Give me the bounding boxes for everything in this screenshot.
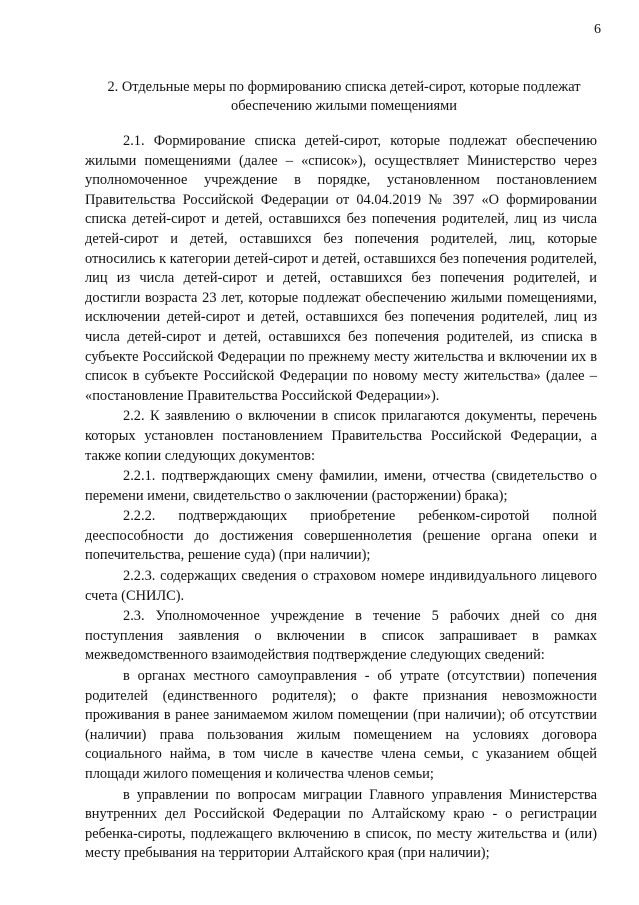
paragraph-2-3: 2.3. Уполномоченное учреждение в течение 5 рабочих дней со дня поступления заявления о включении в список запрашивает в рамках межведомственного взаимодействия подтверждение следующих сведений: — [85, 608, 597, 664]
document-body — [85, 132, 597, 864]
section-heading-line-2: обеспечению жилыми помещениями — [231, 98, 457, 114]
paragraph-migration-office: в управлении по вопросам миграции Главного управления Министерства внутренних дел Российской Федерации по Алтайскому краю - о регистрации ребенка-сироты, подлежащего включению в список, по месту жительства и (или) месту пребывания на территории Алтайского края (при наличии); — [85, 786, 597, 862]
paragraph-2-1: 2.1. Формирование списка детей-сирот, которые подлежат обеспечению жилыми помещениями (далее – «список»), осуществляет Министерство через уполномоченное учреждение в порядке, установленном постановлением Правительства Российской Федерации от 04.04.2019 № 397 «О формировании списка детей-сирот и детей, оставшихся без попечения родителей, лиц из числа детей-сирот и детей, оставшихся без попечения родителей, лиц, которые относились к категории детей-сирот и детей, оставшихся без попечения родителей, лиц из числа детей-сирот и детей, оставшихся без попечения родителей, и достигли возраста 23 лет, которые подлежат обеспечению жилыми помещениями, исключении детей-сирот и детей, оставшихся без попечения родителей, лиц из числа детей-сирот и детей, оставшихся без попечения родителей, из списка в субъекте Российской Федерации по прежнему месту жительства и включении их в список в субъекте Российской Федерации по новому месту жительства» (далее – «постановление Правительства Российской Федерации»). — [85, 133, 597, 404]
paragraph-2-2-1: 2.2.1. подтверждающих смену фамилии, имени, отчества (свидетельство о перемени имени, свидетельство о заключении (расторжении) брака); — [85, 468, 597, 504]
paragraph-2-2-2: 2.2.2. подтверждающих приобретение ребенком-сиротой полной дееспособности до достижения совершеннолетия (решение органа опеки и попечительства, решение суда) (при наличии); — [85, 508, 597, 564]
page-number: 6 — [594, 22, 601, 37]
section-heading-line-1: 2. Отдельные меры по формированию списка детей-сирот, которые подлежат — [107, 79, 581, 95]
section-heading — [84, 78, 604, 116]
paragraph-local-authorities: в органах местного самоуправления - об утрате (отсутствии) попечения родителей (единственного родителя); о факте признания невозможности проживания в ранее занимаемом жилом помещении (при наличии); об отсутствии (наличии) права пользования жилым помещением на условиях договора социального найма, в том числе в качестве члена семьи, с указанием общей площади жилого помещения и количества членов семьи; — [85, 668, 597, 782]
paragraph-2-2-3: 2.2.3. содержащих сведения о страховом номере индивидуального лицевого счета (СНИЛС). — [85, 568, 597, 604]
paragraph-2-2: 2.2. К заявлению о включении в список прилагаются документы, перечень которых установлен постановлением Правительства Российской Федерации, а также копии следующих документов: — [85, 408, 597, 464]
